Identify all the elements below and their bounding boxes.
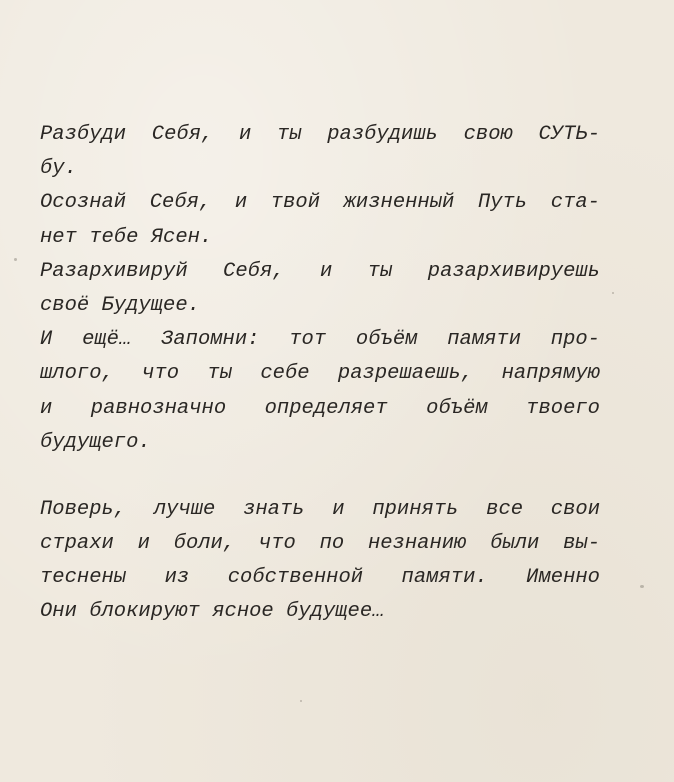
text-line: бу. (40, 157, 77, 181)
paper-speck (612, 292, 614, 294)
paragraph-1 (40, 118, 600, 460)
paragraph-2 (40, 493, 600, 630)
text-line: страхи и боли, что по незнанию были вы- (40, 532, 600, 556)
page-text (40, 118, 600, 630)
text-line: нет тебе Ясен. (40, 225, 213, 249)
text-line: Осознай Себя, и твой жизненный Путь ста- (40, 191, 600, 215)
paper-speck (300, 700, 302, 702)
text-line: Разархивируй Себя, и ты разархивируешь (40, 259, 600, 283)
text-line: И ещё… Запомни: тот объём памяти про- (40, 328, 600, 352)
paragraph-gap (40, 460, 600, 493)
text-line: будущего. (40, 430, 151, 454)
text-line: Разбуди Себя, и ты разбудишь свою СУТЬ- (40, 123, 600, 146)
text-line: теснены из собственной памяти. Именно (40, 566, 600, 590)
text-line: и равнозначно определяет объём твоего (40, 396, 600, 420)
text-line: Поверь, лучше знать и принять все свои (40, 497, 600, 521)
text-line: шлого, что ты себе разрешаешь, напрямую (40, 362, 600, 386)
paper-speck (640, 585, 644, 588)
paper-speck (14, 258, 17, 261)
text-line: своё Будущее. (40, 293, 200, 317)
text-line: Они блокируют ясное будущее… (40, 600, 385, 624)
